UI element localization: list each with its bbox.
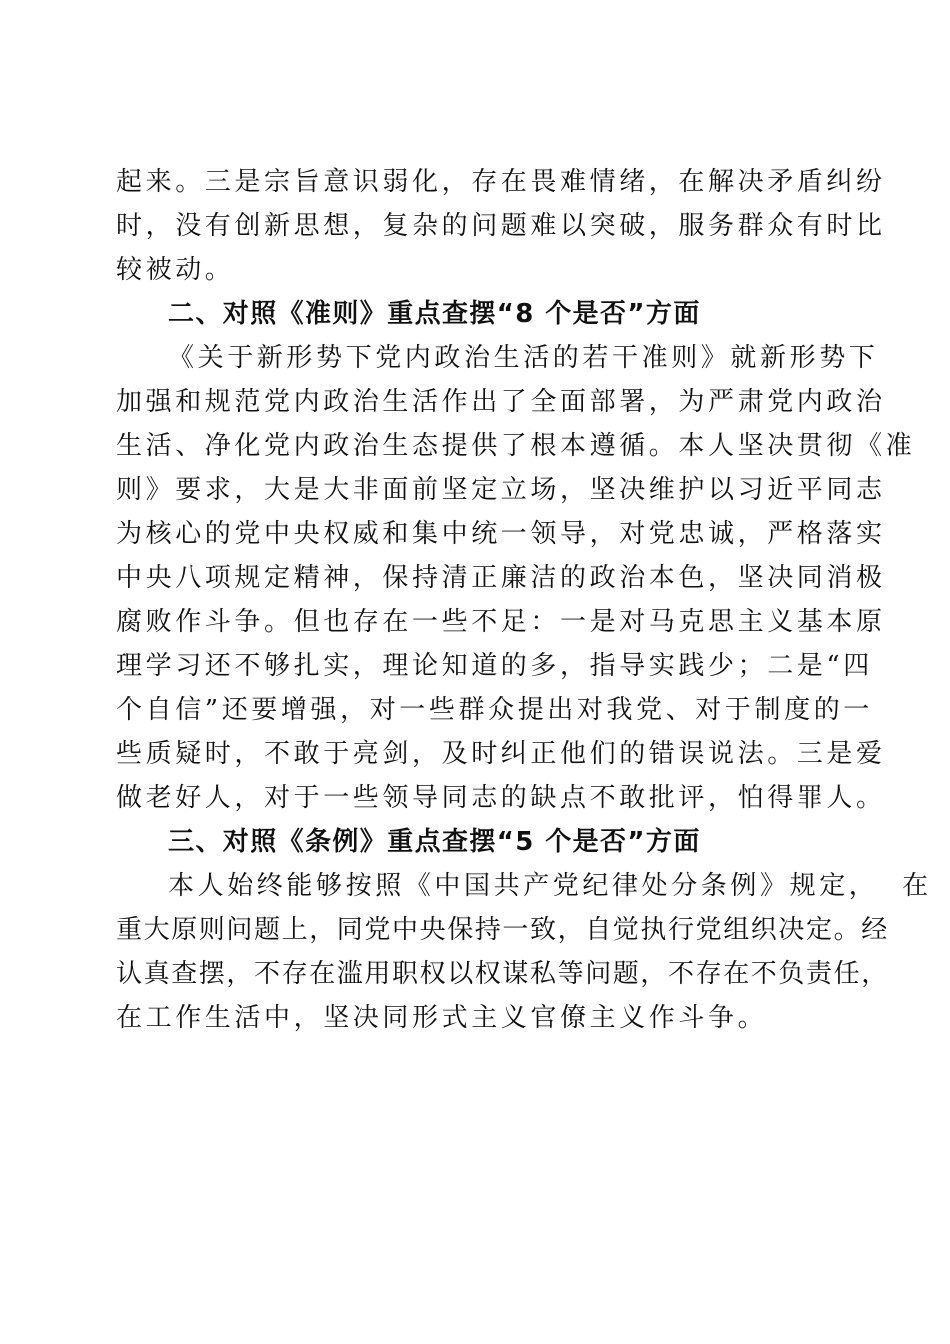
section-heading-2: 二、对照《准则》重点查摆“8 个是否”方面 (168, 299, 701, 329)
text-line: 为核心的党中央权威和集中统一领导，对党忠诚，严格落实 (116, 519, 886, 549)
text-line: 个自信”还要增强，对一些群众提出对我党、对于制度的一 (116, 695, 873, 725)
text-line: 中央八项规定精神，保持清正廉洁的政治本色，坚决同消极 (116, 563, 886, 593)
text-line: 认真查摆，不存在滥用职权以权谋私等问题，不存在不负责任， (116, 959, 889, 989)
text-line: 理学习还不够扎实，理论知道的多，指导实践少；二是“四 (116, 651, 873, 681)
text-line: 腐败作斗争。但也存在一些不足：一是对马克思主义基本原 (116, 607, 886, 637)
paragraph-2 (116, 336, 916, 820)
text-line: 则》要求，大是大非面前坚定立场，坚决维护以习近平同志 (116, 475, 886, 505)
section-heading-3: 三、对照《条例》重点查摆“5 个是否”方面 (168, 827, 701, 857)
text-line: 《关于新形势下党内政治生活的若干准则》就新形势下 (168, 343, 879, 373)
paragraph-intro (116, 160, 886, 292)
text-line: 起来。三是宗旨意识弱化，存在畏难情绪，在解决矛盾纠纷 (116, 167, 886, 197)
text-line: 在工作生活中，坚决同形式主义官僚主义作斗争。 (116, 1003, 768, 1033)
text-line: 生活、净化党内政治生态提供了根本遵循。本人坚决贯彻《准 (116, 431, 916, 461)
text-line: 重大原则问题上，同党中央保持一致，自觉执行党组织决定。经 (116, 915, 889, 945)
text-line: 加强和规范党内政治生活作出了全面部署，为严肃党内政治 (116, 387, 886, 417)
text-line: 做老好人，对于一些领导同志的缺点不敢批评，怕得罪人。 (116, 783, 886, 813)
text-line: 本人始终能够按照《中国共产党纪律处分条例》规定， 在 (168, 871, 932, 901)
paragraph-3 (116, 864, 932, 1040)
text-line: 较被动。 (116, 255, 235, 285)
document-body (116, 160, 932, 1040)
text-line: 时，没有创新思想，复杂的问题难以突破，服务群众有时比 (116, 211, 886, 241)
text-line: 些质疑时，不敢于亮剑，及时纠正他们的错误说法。三是爱 (116, 739, 886, 769)
